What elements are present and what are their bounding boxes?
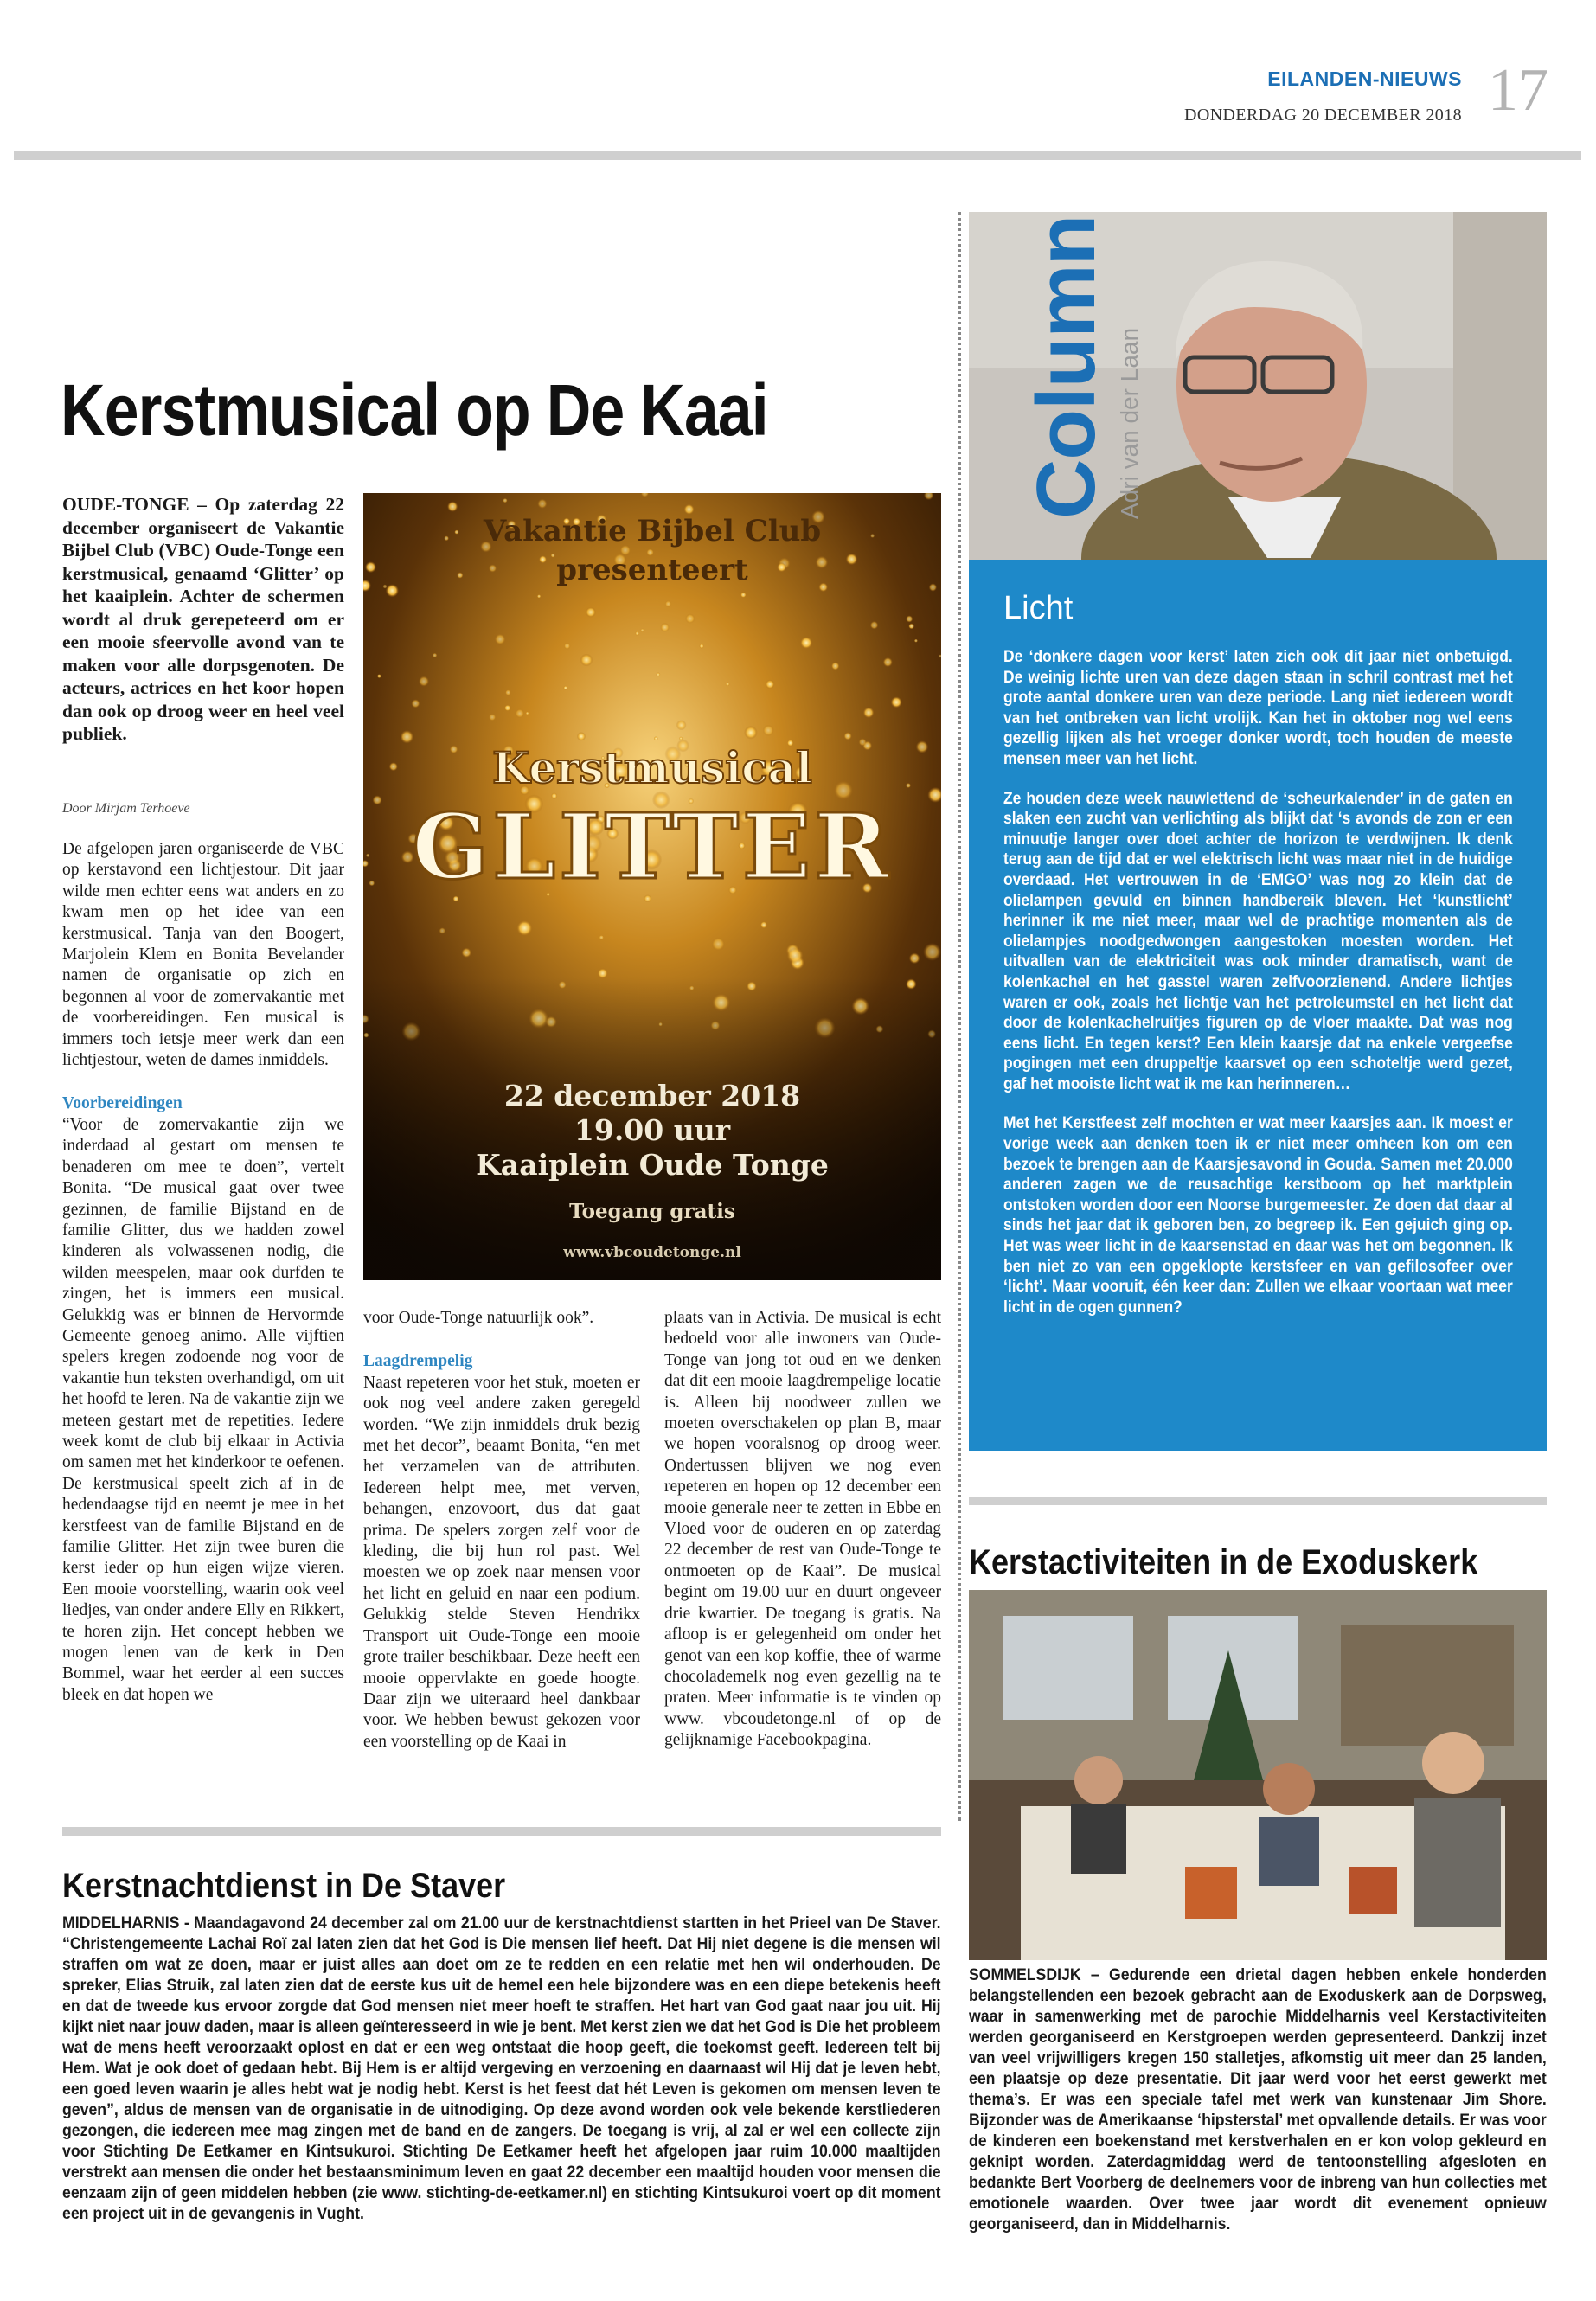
article-column-2 (363, 1308, 640, 1753)
poster-sparkle (450, 745, 458, 753)
poster-sparkle (457, 572, 463, 578)
poster-sparkle (599, 935, 604, 940)
poster-sparkle (923, 943, 941, 961)
poster-sparkle (859, 738, 867, 746)
article-paragraph: voor Oude-Tonge natuurlijk ook”. (363, 1309, 594, 1327)
poster-sparkle (505, 689, 511, 695)
article-headline: Kerstmusical op De Kaai (61, 369, 768, 451)
column-paragraph: Ze houden deze week nauwlettend de ‘scheurkalender’ in de gaten en slaken een zucht van verlichting als blijkt dat ‘s avonds de zon er een minuutje langer over doet achter de horizon te verdwijnen. Ik denk terug aan de tijd dat er wel elektrisch licht was maar niet in de huidige overdaad. Het vertrouwen in de ‘EMGO’ was nog zo klein dat de olielampen gevuld en binnen handbereik bleven. Het ‘kunstlicht’ herinner ik me niet meer, maar wel de prachtige momenten als de olielampjes noodgedwongen aangestoken moesten worden. Het uitvallen van de elektriciteit was ook minder dramatisch, want de kolenkachel en het gasstel waren zelfvoorzienend. Andere lichtjes waren er ook, zoals het lichtje van het petroleumstel en het licht dat door de kolenkachelruitjes figuren op de vloer maakte. Dat was nog eens licht. En tegen kerst? Een klein kaarsje dat na enkele vergeefse pogingen met een druppeltje kaarsvet op een schoteltje werd gezet, gaf het mooiste licht wat ik me kan herinneren… (1003, 789, 1513, 1093)
poster-sparkle (433, 653, 437, 657)
poster-sparkle (916, 740, 929, 753)
poster-sparkle (411, 699, 420, 708)
poster-sparkle (386, 584, 399, 597)
poster-url: www.vbcoudetonge.nl (563, 1244, 741, 1261)
poster-sparkle (551, 554, 555, 558)
poster-sparkle (537, 594, 541, 598)
poster-sparkle (726, 682, 730, 686)
poster-sparkle (816, 556, 829, 569)
staver-body: MIDDELHARNIS - Maandagavond 24 december zal om 21.00 uur de kerstnachtdienst startten in het Prieel van De Staver. “Christengemeente Lachai Roï zal laten zien dat het God is Die mensen lief heeft. Dat Hij niet degene is die mensen wil straffen om wat ze doen, maar er juist alles aan doet om ze te redden en een relatie met hen wil onderhouden. De spreker, Elias Struik, zal laten zien dat de eerste kus uit de hemel een hele bijzondere was en een diepe betekenis heeft en dat de tweede kus ervoor zorgde dat God mensen niet meer hoeft te straffen. Het hart van God gaat naar jou uit. Hij kijkt niet naar jouw daden, maar is alleen geïnteresseerd in wie je bent. Met kerst zien we dat het God is Die het probleem wat de mens heeft veroorzaakt oplost en dat er een weg ontstaat die hoop geeft, die toekomst geeft. Iedereen telt bij Hem. Wat je ook doet of gedaan hebt. Bij Hem is er altijd vergeving en verzoening en daarnaast wil Hij dat je leven hebt, een goed leven waarin je alles hebt wat je nodig hebt. Kerst is het feest dat hét Leven is gekomen om mensen leven te geven”, aldus de mensen van de organisatie in de uitnodiging. Op deze avond worden ook vele bekende kerstliederen gezongen, die iedereen mee mag zingen met de band en de zangers. De toegang is vrij, al zal er wel een collecte zijn voor Stichting De Eetkamer en Kintsukuroi. Stichting De Eetkamer heeft het afgelopen jaar ruim 10.000 maaltijden verstrekt aan mensen die onder het bestaansminimum leven en gaat 22 december een maaltijd houden voor mensen die eenzaam zijn of geen middelen hebben (zie www. stichting-de-eetkamer.nl) en stichting Kintsukuroi voert op dit moment een project uit in de gevangenis in Vught. (62, 1914, 941, 2223)
article-byline: Door Mirjam Terhoeve (62, 801, 190, 816)
poster-sparkle (870, 534, 875, 538)
column-paragraph: De ‘donkere dagen voor kerst’ laten zich ook dit jaar niet onbetuigd. De weinig lichte uren van deze dagen staan in schril contrast met het grote aantal donkere uren van deze periode. Lang niet iedereen wordt van het ontbreken van licht vrolijk. Kan het in oktober nog wel eens gezellig lijken als het vroeger donker wordt, toch houden de meeste mensen meer van het licht. (1003, 648, 1513, 768)
poster-sparkle (419, 676, 429, 687)
poster-title-big: GLITTER (412, 793, 893, 900)
issue-date: DONDERDAG 20 DECEMBER 2018 (1184, 106, 1462, 125)
exodus-body: SOMMELSDIJK – Gedurende een drietal dagen hebben enkele honderden belangstellenden een bezoek gebracht aan de Exoduskerk aan de Dorpsweg, waar in samenwerking met de parochie Middelharnis veel Kerstactiviteiten werden georganiseerd en Kerstgroepen werden gepresenteerd. Dankzij inzet van veel vrijwilligers kregen 150 stalletjes, afkomstig uit meer dan 25 landen, een plaatsje op deze presentatie. Dit jaar werd voor het eerst gewerkt met thema’s. Er was een speciale tafel met werk van kunstenaar Jim Shore. Bijzonder was de Amerikaanse ‘hipsterstal’ met opvallende details. Er was voor de kinderen een boekenstand met kerstverhalen en er kon volop gekleurd en geknipt worden. Zaterdagmiddag werd de tentoonstelling afgesloten en bedankte Bert Voorberg de deelnemers voor de inbreng van hun collecties met emotionele waarden. Over twee jaar wordt dit evenement opnieuw georganiseerd, dan in Middelharnis. (969, 1966, 1547, 2234)
poster-sparkle (516, 920, 533, 937)
poster-sparkle (577, 732, 586, 740)
newspaper-brand: EILANDEN-NIEUWS (1267, 67, 1462, 90)
poster-sparkle (843, 732, 851, 740)
poster-sparkle (503, 498, 507, 503)
poster-sparkle (777, 562, 786, 572)
poster-sparkle (665, 600, 672, 607)
poster-sparkle (504, 705, 511, 712)
poster-sparkle (870, 621, 879, 630)
column-label: Column (1020, 215, 1112, 519)
poster-sparkle (914, 639, 918, 643)
column-paragraph: Met het Kerstfeest zelf mochten er wat meer kaarsjes aan. Ik moest er vorige week aan denken toen ik er niet meer omheen kon om een bezoek te brengen aan de Kaarsjesavond in Gouda. Samen met 20.000 anderen zagen we de reusachtige kerstboom op het marktplein ontstoken worden door een Noorse burgemeester. Ze doen dat daar al sinds het jaar dat ik geboren ben, zo begreep ik. Een gejuich ging op. Het was weer licht in de kaarsenstad en daar was het om begonnen. Ik ben niet zo van een opgeklopte kerstsfeer en van gefilosofeer over ‘licht’. Maar vooruit, één keer dan: Zullen we elkaar voortaan wat meer licht in de ogen gunnen? (1003, 1114, 1513, 1317)
poster-sparkle (454, 530, 458, 535)
poster-sparkle (906, 615, 913, 622)
poster-sparkle (389, 762, 398, 771)
poster-sparkle (564, 643, 571, 650)
poster-sparkle (676, 720, 687, 730)
article-column-3 (664, 1308, 941, 1752)
poster-sparkle (679, 737, 683, 740)
poster-sparkle (763, 725, 774, 736)
article-paragraph: De afgelopen jaren organiseerde de VBC op kerstavond een lichtjestour. Dit jaar wilde men echter eens wat anders en zo kwam men op het idee van een kerstmusical. Tanja van den Boogert, Marjolein Klem en Bonita Bevelander namen de organisatie op zich en begonnen al voor de zomervakantie met de voorbereidingen. Een musical is immers toch ietsje meer werk dan een lichtjestour, weten de dames inmiddels. (62, 840, 344, 1070)
poster-sparkle (699, 644, 704, 649)
poster-sparkle (383, 585, 388, 589)
poster-sparkle (740, 592, 747, 598)
poster-sparkle (526, 712, 529, 715)
poster-sparkle (863, 707, 875, 718)
poster-sparkle (929, 583, 937, 591)
poster-sparkle (685, 613, 695, 623)
poster-place: Kaaiplein Oude Tonge (476, 1148, 829, 1182)
poster-time: 19.00 uur (574, 1113, 731, 1147)
poster-sparkle (640, 628, 644, 632)
poster-graphic (363, 493, 941, 1280)
musical-poster (363, 493, 941, 1280)
poster-sparkle (598, 968, 608, 978)
poster-sparkle (515, 708, 524, 718)
poster-sparkle (883, 657, 893, 667)
poster-sparkle (891, 696, 902, 708)
poster-sparkle (439, 927, 446, 934)
article-paragraph: Naast repeteren voor het stuk, moeten er ook nog veel andere zaken geregeld worden. “We zijn inmiddels druk bezig met het decor”, beaamt Bonita, “en met het verzamelen van de attributen. Iedereen helpt mee, met verven, behangen, enzovoort, dus dat gaat prima. De spelers zorgen zelf voor de kleding, die bij hun rol past. Wel moesten we op zoek naar mensen voor het licht en geluid en naar een podium. Gelukkig stelde Steven Hendrikx Transport uit Oude-Tonge een mooie grote trailer beschikbaar. Deze heeft een mooie oppervlakte en goede hoogte. Daar zijn we uiteraard heel dankbaar voor. We hebben bewust gekozen voor een voorstelling op de Kaai in (363, 1373, 640, 1751)
poster-sparkle (447, 501, 458, 511)
poster-sparkle (377, 674, 381, 678)
section-divider (62, 1827, 941, 1836)
poster-sparkle (656, 672, 660, 676)
poster-sparkle (654, 736, 658, 740)
poster-sparkle (787, 947, 804, 964)
poster-sparkle (495, 634, 506, 645)
poster-sparkle (366, 854, 369, 857)
poster-sparkle (760, 921, 767, 928)
poster-sparkle (580, 654, 593, 667)
poster-sparkle (846, 554, 858, 566)
poster-line-1: Vakantie Bijbel Club (483, 514, 822, 548)
column-body (1003, 647, 1513, 1317)
poster-sparkle (539, 555, 547, 563)
poster-sparkle (800, 637, 812, 649)
poster-sparkle (489, 714, 497, 721)
poster-sparkle (831, 662, 840, 670)
article-paragraph: “Voor de zomervakantie zijn we inderdaad al gestart om mensen te benaderen om mee te doen”, vertelt Bonita. “De musical gaat over twee gezinnen, de familie Bijstand en de familie Glitter, dus we hadden zowel kinderen als volwassenen nodig, die wilden meespelen, maar ook durfden te zingen, het is immers een musical. Gelukkig was er binnen de Hervormde Gemeente genoeg animo. Alle vijftien spelers kregen zodoende nog voor de vakantie hun teksten overhandigd, om uit het hoofd te leren. Na de vakantie zijn we meteen gestart met de repetities. Iedere week komt de club bij elkaar in Activia om samen met het kinderkoor te oefenen. De kerstmusical speelt zich af in de hedendaagse tijd en neemt je mee in het kerstfeest van de familie Bijstand en de familie Glitter. Het zijn twee buren die kerst ieder op hun eigen wijze vieren. Een mooie voorstelling, waarin ook veel liedjes, van onder andere Elly en Rikkert, te horen zijn. Het concept hebben we mogen lenen van de kerk in Den Bommel, waar het eerder al een succes bleek en dat hopen we (62, 1115, 344, 1704)
poster-sparkle (369, 881, 375, 887)
poster-title-small: Kerstmusical (492, 742, 812, 793)
exodus-photo (969, 1590, 1547, 1960)
article-lead: OUDE-TONGE – Op zaterdag 22 december organiseert de Vakantie Bijbel Club (VBC) Oude-Tonge een kerstmusical, genaamd ‘Glitter’ op het kaaiplein. Achter de schermen wordt al druk gerepeteerd om er een mooie sfeervolle avond van te maken voor alle dorpsgenoten. De acteurs, actrices en het koor hopen dan ook op droog weer en heel veel publiek. (62, 494, 344, 744)
page-number: 17 (1488, 57, 1548, 124)
column-title: Licht (1003, 590, 1074, 626)
poster-sparkle (908, 624, 914, 630)
poster-sparkle (586, 607, 596, 618)
poster-sparkle (563, 686, 567, 690)
article-column-1 (62, 839, 344, 1706)
poster-sparkle (711, 937, 725, 951)
subheading-laagdrempelig: Laagdrempelig (363, 1352, 473, 1371)
subheading-voorbereidingen: Voorbereidingen (62, 1094, 183, 1113)
poster-sparkle (365, 561, 376, 573)
poster-sparkle (909, 952, 920, 964)
column-author: Adri van der Laan (1116, 327, 1143, 519)
article-paragraph: plaats van in Activia. De musical is echt bedoeld voor alle inwoners van Oude-Tonge van jong tot oud en we denken dat dit een mooie laagdrempelige locatie is. Alleen bij noodweer zullen we moeten overschakelen op plan B, maar we hopen vooralsnog op droog weer. Ondertussen blijven we nog even repeteren en hopen op 12 december een mooie generale neer te zetten in Ebbe en Vloed voor de ouderen en op zaterdag 22 december de rest van Oude-Tonge te ontmoeten op de Kaai”. De musical begint om 19.00 uur en duurt ongeveer drie kwartier. De toegang is gratis. Na afloop is er gelegenheid om onder het genot van een kop koffie, thee of warme chocolademelk nog even gezellig na te praten. Meer informatie is te vinden op www. vbcoudetonge.nl of op de gelijknamige Facebookpagina. (664, 1309, 941, 1750)
poster-sparkle (444, 535, 449, 541)
exodus-photo-scene (969, 1590, 1547, 1960)
poster-sparkle (660, 623, 670, 632)
poster-sparkle (766, 680, 775, 689)
poster-sparkle (373, 795, 382, 804)
staver-headline: Kerstnachtdienst in De Staver (62, 1867, 506, 1905)
poster-line-2: presenteert (556, 553, 748, 587)
poster-sparkle (537, 499, 547, 509)
exodus-headline: Kerstactiviteiten in de Exoduskerk (969, 1543, 1478, 1581)
poster-sparkle (635, 631, 639, 636)
poster-sparkle (401, 730, 414, 744)
poster-sparkle (461, 948, 471, 958)
poster-entry: Toegang gratis (569, 1200, 735, 1223)
poster-sparkle (744, 726, 758, 740)
poster-sparkle (906, 783, 911, 788)
column-divider (958, 212, 961, 1821)
header-divider (14, 151, 1581, 160)
poster-sparkle (818, 582, 828, 592)
poster-sparkle (489, 564, 497, 572)
section-divider (969, 1497, 1547, 1505)
poster-date: 22 december 2018 (503, 1079, 801, 1112)
